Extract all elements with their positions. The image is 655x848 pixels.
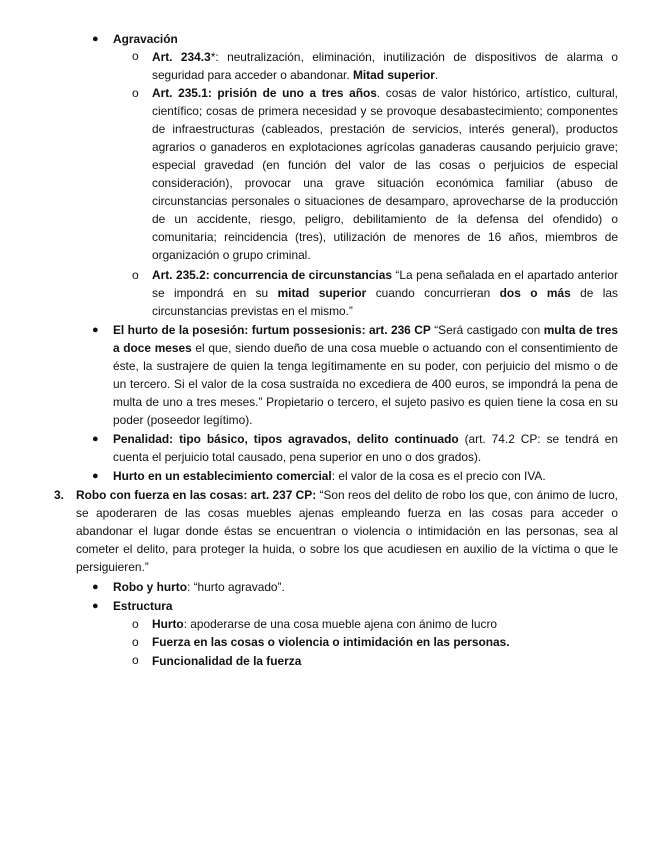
bullet: ● (92, 470, 99, 482)
estructura-item-fuerza: Fuerza en las cosas o violencia o intimidación en las personas. (152, 635, 510, 649)
bullet: ● (92, 581, 99, 593)
estructura-item-funcionalidad: Funcionalidad de la fuerza (152, 654, 302, 668)
agravacion-item-235-1: Art. 235.1: prisión de uno a tres años. cosas de valor histórico, artístico, cultural, científico; cosas de primera necesidad y se provoque desabastecimiento; componentes de infraestructuras (cableados, prestación de servicios, interés general), productos agrarios o ganaderos en explotaciones agrícolas ganaderas causando perjuicio grave; especial gravedad (en función del valor de las cosas o perjuicios de especial consideración), provocar una grave situación económica familiar (abuso de circunstancias personales o situaciones de desamparo, aprovecharse de la producción de un accidente, riesgo, peligro, debilitamiento de la defensa del ofendido) o comunitaria; reincidencia (tres), utilización de menores de 16 años, miembros de organización o grupo criminal. (152, 86, 618, 262)
bullet: ● (92, 433, 99, 445)
agravacion-item-234-3: Art. 234.3*: neutralización, eliminación, inutilización de dispositivos de alarma o seguridad para acceder o abandonar. Mitad superior. (152, 50, 618, 82)
agravacion-item-235-2: Art. 235.2: concurrencia de circunstancias “La pena señalada en el apartado anterior se impondrá en su mitad superior cuando concurrieran dos o más de las circunstancias previstas en el mismo.” (152, 268, 618, 318)
bullet: ● (92, 600, 99, 612)
circle-bullet: o (132, 86, 139, 100)
section-number: 3. (54, 488, 64, 502)
hurto-posesion-paragraph: El hurto de la posesión: furtum possesionis: art. 236 CP “Será castigado con multa de tres a doce meses el que, siendo dueño de una cosa mueble o actuando con el consentimiento de éste, la sustrajere de quien la tenga legítimamente en su poder, con perjuicio del mismo o de un tercero. Si el valor de la cosa sustraída no excediera de 400 euros, se impondrá la pena de multa de uno a tres meses.” Propietario o tercero, el sujeto pasivo es quien tiene la cosa en su poder (poseedor legítimo). (113, 323, 618, 427)
robo-hurto-item: Robo y hurto: “hurto agravado”. (113, 580, 285, 594)
circle-bullet: o (132, 268, 139, 282)
estructura-item-hurto: Hurto: apoderarse de una cosa mueble ajena con ánimo de lucro (152, 617, 498, 631)
circle-bullet: o (132, 635, 139, 649)
circle-bullet: o (132, 617, 139, 631)
estructura-heading: Estructura (113, 599, 173, 613)
penalidad-paragraph: Penalidad: tipo básico, tipos agravados, delito continuado (art. 74.2 CP: se tendrá en cuenta el perjuicio total causado, pena superior en uno o dos grados). (113, 432, 618, 464)
bullet: ● (92, 33, 99, 45)
agravacion-heading: Agravación (113, 32, 178, 46)
hurto-comercial-paragraph: Hurto en un establecimiento comercial: el valor de la cosa es el precio con IVA. (113, 469, 546, 483)
bullet: ● (92, 324, 99, 336)
circle-bullet: o (132, 49, 139, 63)
section3-paragraph: Robo con fuerza en las cosas: art. 237 CP: “Son reos del delito de robo los que, con ánimo de lucro, se apoderaren de las cosas muebles ajenas empleando fuerza en las cosas para acceder o abandonar el lugar donde éstas se encuentran o violencia o intimidación en las personas, sea al cometer el delito, para proteger la huida, o sobre los que acudiesen en auxilio de la víctima o que le persiguieren.” (76, 488, 618, 574)
circle-bullet: o (132, 653, 139, 667)
